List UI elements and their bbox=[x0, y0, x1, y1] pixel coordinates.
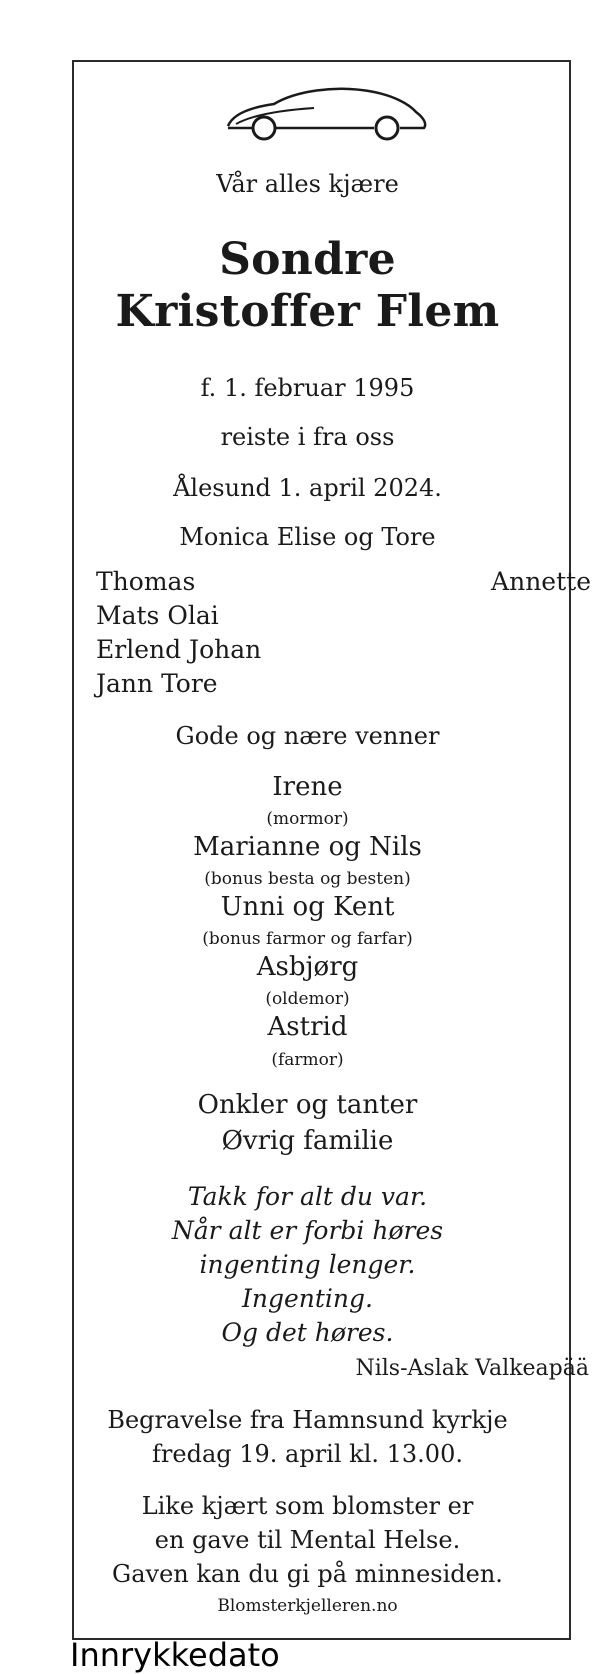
relative-name: Asbjørg bbox=[256, 952, 359, 982]
relative-role: (bonus besta og besten) bbox=[204, 869, 411, 889]
poem-line: Når alt er forbi høres bbox=[171, 1216, 444, 1245]
uncles-text: Onkler og tanter bbox=[197, 1090, 418, 1120]
poem-line: Takk for alt du var. bbox=[187, 1182, 428, 1211]
born-date: f. 1. februar 1995 bbox=[200, 374, 415, 402]
poem-line: Og det høres. bbox=[221, 1318, 394, 1347]
intro-text: Vår alles kjære bbox=[216, 170, 399, 198]
name-line-2: Kristoffer Flem bbox=[115, 286, 500, 337]
poem-line: Ingenting. bbox=[242, 1284, 373, 1313]
relative-role: (bonus farmor og farfar) bbox=[202, 929, 413, 949]
relative-name: Irene bbox=[272, 772, 343, 802]
sibling-name: Erlend Johan bbox=[96, 635, 262, 664]
relative-name: Astrid bbox=[267, 1012, 348, 1042]
relative-name: Unni og Kent bbox=[220, 892, 395, 922]
sibling-name: Mats Olai bbox=[96, 601, 219, 630]
poem-author: Nils-Aslak Valkeapää bbox=[355, 1356, 589, 1381]
place-date: Ålesund 1. april 2024. bbox=[173, 474, 442, 502]
source-text: Blomsterkjelleren.no bbox=[217, 1596, 398, 1616]
poem-line: ingenting lenger. bbox=[199, 1250, 416, 1279]
gift-line-3: Gaven kan du gi på minnesiden. bbox=[112, 1560, 503, 1588]
passed-text: reiste i fra oss bbox=[220, 423, 395, 451]
funeral-line-2: fredag 19. april kl. 13.00. bbox=[152, 1440, 463, 1468]
relative-role: (oldemor) bbox=[265, 989, 350, 1009]
gift-line-2: en gave til Mental Helse. bbox=[154, 1526, 461, 1554]
funeral-line-1: Begravelse fra Hamnsund kyrkje bbox=[107, 1406, 508, 1434]
car-icon bbox=[224, 78, 431, 144]
footer-label: Innrykkedato bbox=[70, 1636, 280, 1674]
sibling-name-right: Annette bbox=[491, 567, 591, 596]
name-line-1: Sondre bbox=[219, 234, 396, 285]
relative-role: (farmor) bbox=[271, 1050, 344, 1070]
sibling-name: Jann Tore bbox=[96, 669, 218, 698]
family-text: Øvrig familie bbox=[221, 1126, 394, 1156]
relative-role: (mormor) bbox=[266, 809, 349, 829]
gift-line-1: Like kjært som blomster er bbox=[141, 1492, 474, 1520]
relative-name: Marianne og Nils bbox=[193, 832, 422, 862]
friends-text: Gode og nære venner bbox=[175, 722, 440, 750]
sibling-name: Thomas bbox=[96, 567, 196, 596]
parents: Monica Elise og Tore bbox=[179, 523, 436, 551]
